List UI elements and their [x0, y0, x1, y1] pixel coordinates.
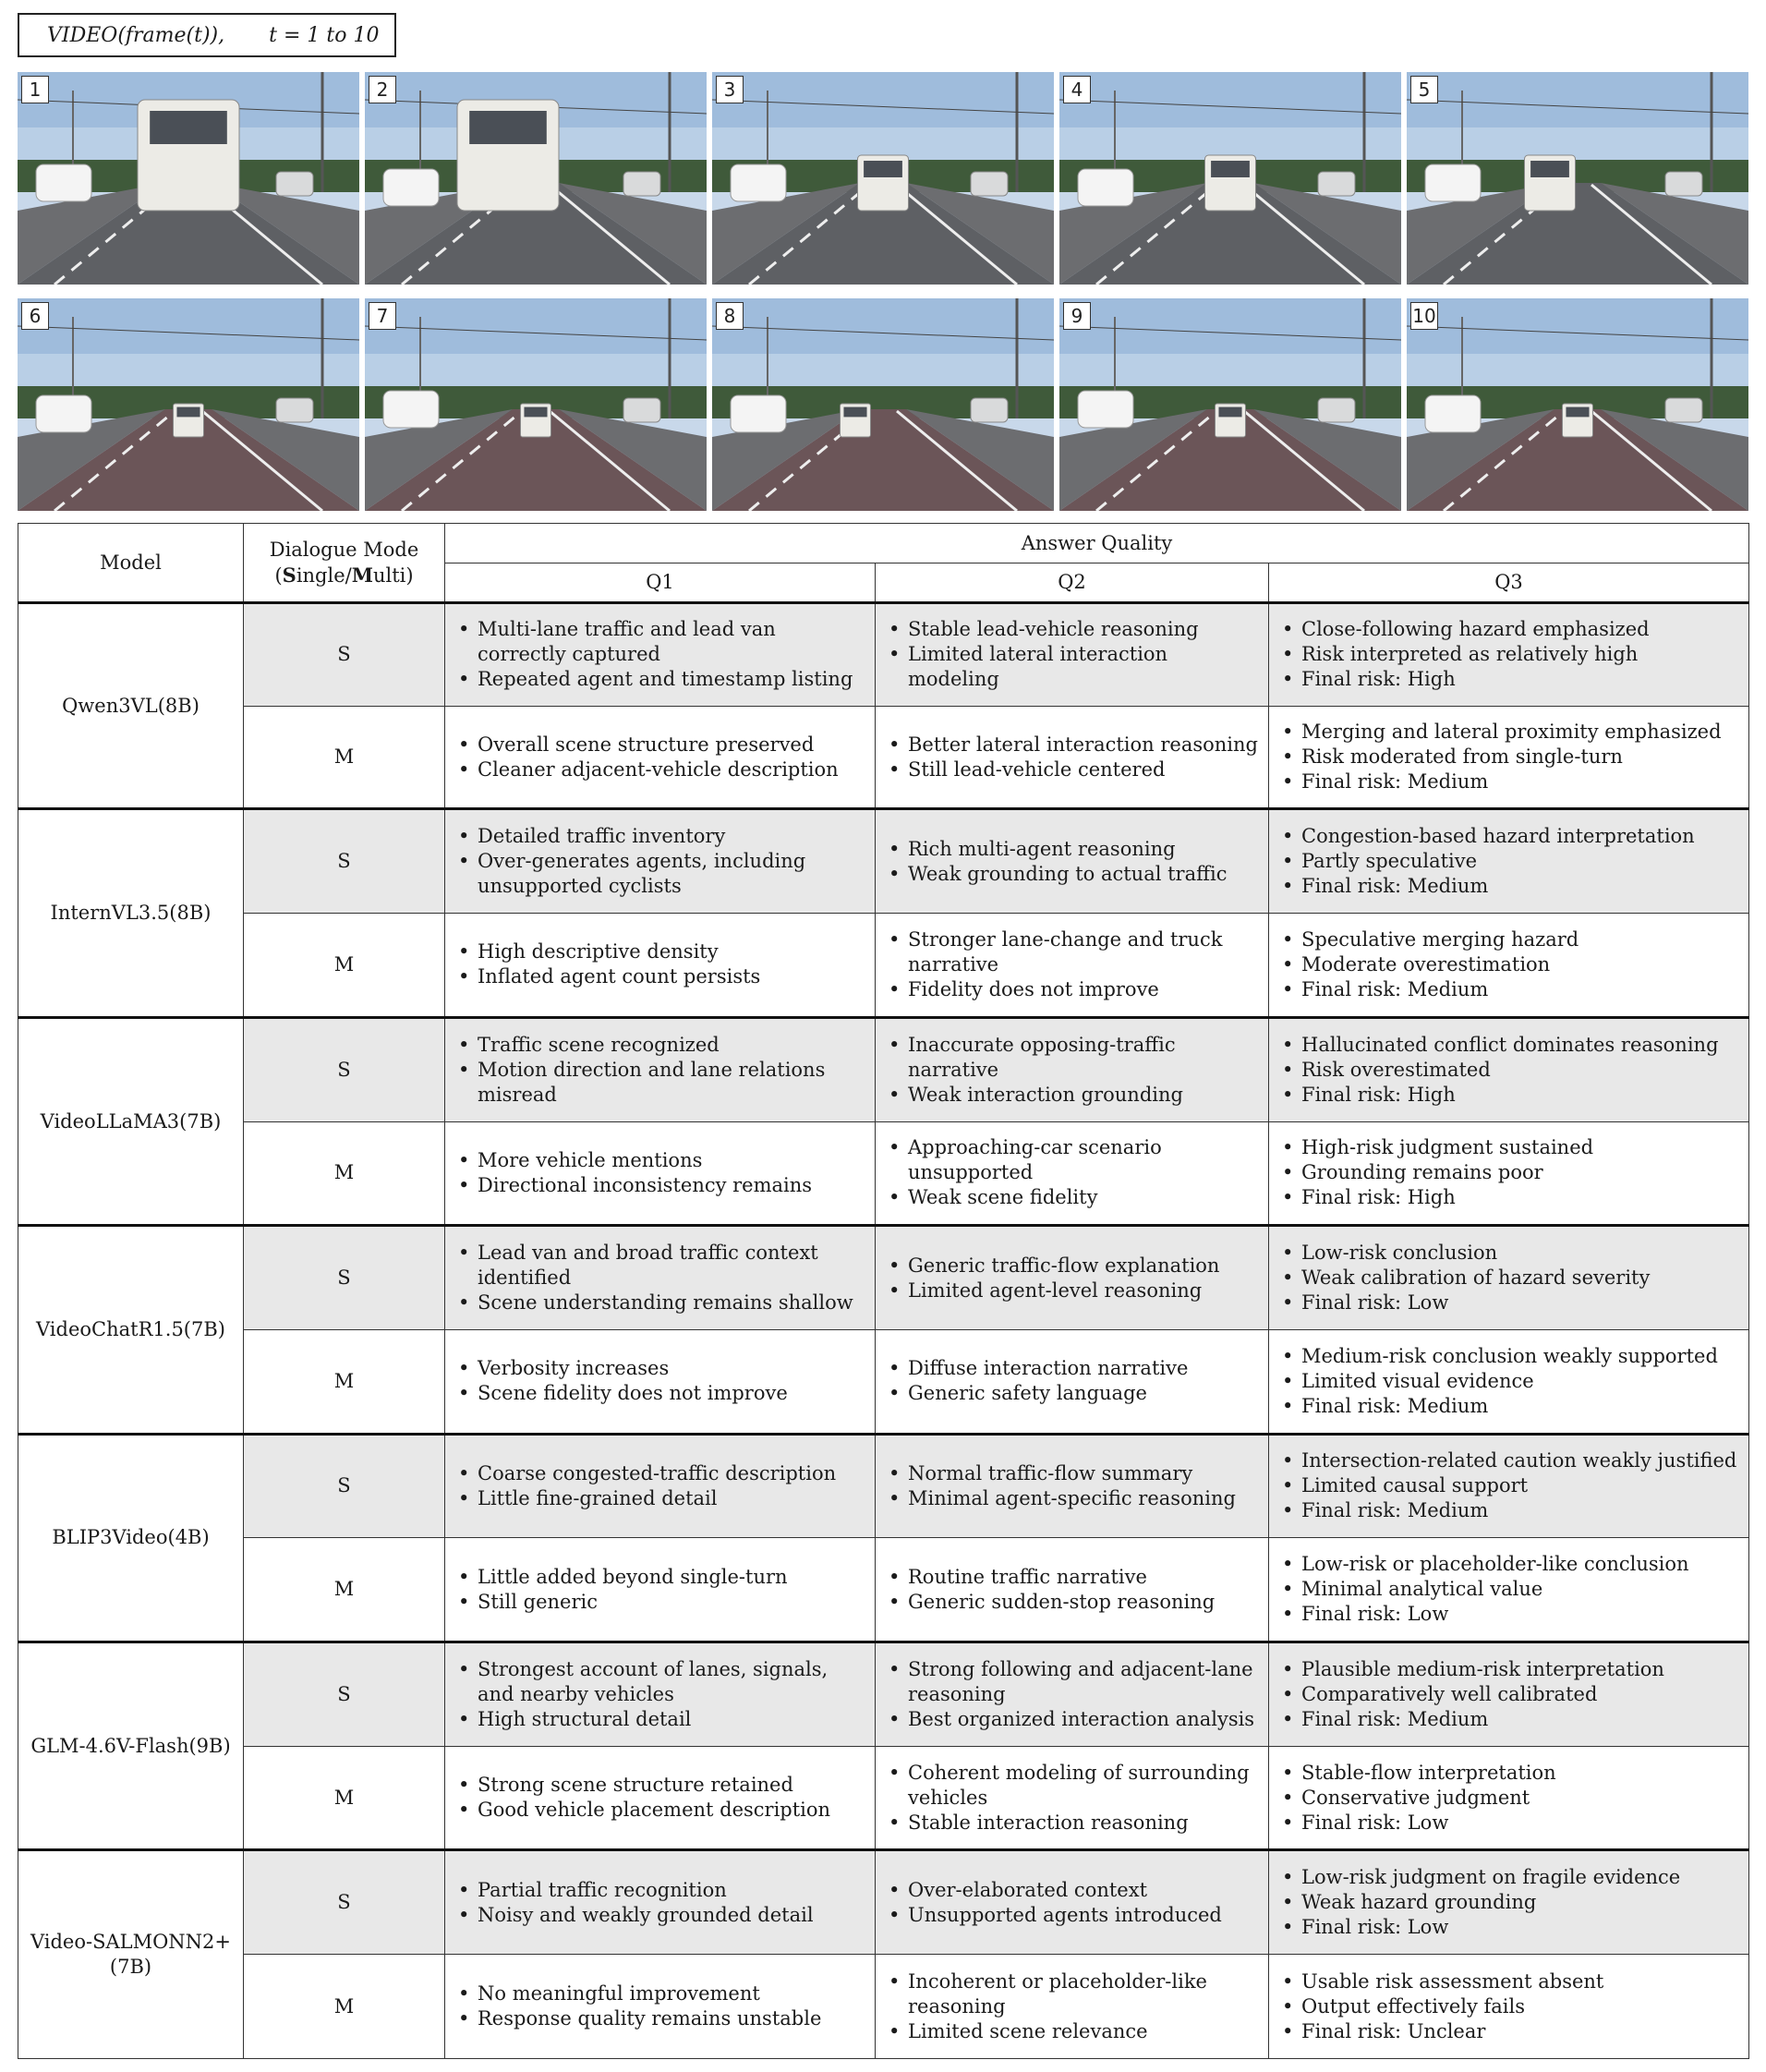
- bullet-list: [454, 1657, 865, 1732]
- q1-cell: [445, 1121, 876, 1226]
- dialogue-mode: M: [244, 1121, 445, 1226]
- bullet-item: • Final risk: High: [1301, 1083, 1739, 1108]
- frame-number: 4: [1063, 76, 1091, 103]
- model-name: GLM-4.6V-Flash(9B): [18, 1642, 244, 1850]
- table-row: [18, 1017, 1749, 1121]
- bullet-item: • Conservative judgment: [1301, 1786, 1739, 1811]
- q2-cell: [876, 603, 1269, 707]
- road-scene-image: [712, 298, 1054, 511]
- bullet-item: • Incoherent or placeholder-like reasoning: [908, 1969, 1259, 2019]
- road-scene-image: [18, 72, 359, 285]
- bullet-list: [454, 617, 865, 692]
- bullet-item: • Weak grounding to actual traffic: [908, 862, 1259, 887]
- bullet-item: • Final risk: Medium: [1301, 769, 1739, 794]
- bullet-item: • Generic safety language: [908, 1381, 1259, 1406]
- bullet-item: • Limited scene relevance: [908, 2019, 1259, 2044]
- bullet-item: • Inaccurate opposing-traffic narrative: [908, 1033, 1259, 1083]
- header-q1: Q1: [445, 563, 876, 603]
- bullet-item: • Moderate overestimation: [1301, 952, 1739, 977]
- bullet-item: • Weak calibration of hazard severity: [1301, 1266, 1739, 1290]
- bullet-list: [454, 1565, 865, 1615]
- bullet-list: [885, 1254, 1259, 1303]
- frame-number: 2: [369, 76, 396, 103]
- bullet-item: • Final risk: Medium: [1301, 874, 1739, 899]
- video-frame: [365, 298, 707, 511]
- bullet-item: • Low-risk judgment on fragile evidence: [1301, 1865, 1739, 1890]
- bullet-item: • Low-risk conclusion: [1301, 1241, 1739, 1266]
- table-row: [18, 603, 1749, 707]
- q2-cell: [876, 1121, 1269, 1226]
- bullet-item: • Final risk: Low: [1301, 1602, 1739, 1627]
- q1-cell: [445, 1434, 876, 1538]
- bullet-item: • Repeated agent and timestamp listing: [478, 667, 865, 692]
- road-scene-image: [1407, 298, 1748, 511]
- header-dialogue-mode: [244, 524, 445, 603]
- table-row: [18, 1746, 1749, 1850]
- bullet-item: • Multi-lane traffic and lead van correctly captured: [478, 617, 865, 667]
- q3-cell: [1269, 1329, 1749, 1434]
- road-scene-image: [1059, 72, 1401, 285]
- bullet-item: • Still lead-vehicle centered: [908, 757, 1259, 782]
- bullet-item: • Final risk: Medium: [1301, 977, 1739, 1002]
- bullet-item: • Strong scene structure retained: [478, 1773, 865, 1798]
- bullet-item: • Final risk: Low: [1301, 1915, 1739, 1940]
- video-frame: [712, 72, 1054, 285]
- q3-cell: [1269, 1642, 1749, 1747]
- bullet-item: • High-risk judgment sustained: [1301, 1135, 1739, 1160]
- table-row: [18, 1434, 1749, 1538]
- bullet-item: • Little added beyond single-turn: [478, 1565, 865, 1590]
- dialogue-mode: S: [244, 603, 445, 707]
- bullet-item: • Cleaner adjacent-vehicle description: [478, 757, 865, 782]
- bullet-list: [885, 1969, 1259, 2044]
- road-scene-image: [1059, 298, 1401, 511]
- bullet-item: • Stable lead-vehicle reasoning: [908, 617, 1259, 642]
- bullet-item: • Response quality remains unstable: [478, 2006, 865, 2031]
- bullet-item: • Weak scene fidelity: [908, 1185, 1259, 1210]
- bullet-list: [454, 733, 865, 782]
- bullet-item: • Strongest account of lanes, signals, and nearby vehicles: [478, 1657, 865, 1707]
- time-range: t = 1 to 10: [269, 23, 380, 47]
- bullet-list: [454, 1148, 865, 1198]
- bullet-list: [454, 1241, 865, 1315]
- frame-number: 3: [716, 76, 744, 103]
- bullet-list: [454, 824, 865, 899]
- dialogue-mode: M: [244, 1329, 445, 1434]
- bullet-item: • High structural detail: [478, 1707, 865, 1732]
- bullet-item: • Final risk: Medium: [1301, 1394, 1739, 1419]
- q1-cell: [445, 1746, 876, 1850]
- bullet-item: • Risk moderated from single-turn: [1301, 745, 1739, 769]
- bullet-item: • Close-following hazard emphasized: [1301, 617, 1739, 642]
- q3-cell: [1269, 603, 1749, 707]
- bullet-item: • Limited visual evidence: [1301, 1369, 1739, 1394]
- q2-cell: [876, 706, 1269, 809]
- bullet-list: [1278, 1033, 1739, 1108]
- video-frame: [712, 298, 1054, 511]
- q1-cell: [445, 706, 876, 809]
- bullet-item: • Low-risk or placeholder-like conclusion: [1301, 1552, 1739, 1577]
- bullet-item: • Inflated agent count persists: [478, 964, 865, 989]
- bullet-item: • No meaningful improvement: [478, 1981, 865, 2006]
- bullet-item: • Verbosity increases: [478, 1356, 865, 1381]
- dialogue-mode: M: [244, 1955, 445, 2059]
- bullet-list: [1278, 720, 1739, 794]
- q3-cell: [1269, 1538, 1749, 1642]
- q2-cell: [876, 1434, 1269, 1538]
- dialogue-mode: S: [244, 1017, 445, 1121]
- header-q2: Q2: [876, 563, 1269, 603]
- bullet-list: [885, 1761, 1259, 1836]
- bullet-list: [885, 1461, 1259, 1511]
- bullet-list: [1278, 927, 1739, 1002]
- bullet-item: • Intersection-related caution weakly justified: [1301, 1448, 1739, 1473]
- bullet-item: • Merging and lateral proximity emphasized: [1301, 720, 1739, 745]
- dialogue-mode: S: [244, 809, 445, 914]
- q1-cell: [445, 1017, 876, 1121]
- q3-cell: [1269, 1434, 1749, 1538]
- q1-cell: [445, 1850, 876, 1955]
- road-scene-image: [712, 72, 1054, 285]
- video-frame: [1059, 72, 1401, 285]
- frame-number: 8: [716, 302, 744, 330]
- q1-cell: [445, 1642, 876, 1747]
- bullet-item: • Final risk: High: [1301, 667, 1739, 692]
- dialogue-mode: S: [244, 1850, 445, 1955]
- bullet-list: [454, 1033, 865, 1108]
- bullet-item: • Coarse congested-traffic description: [478, 1461, 865, 1486]
- bullet-item: • Medium-risk conclusion weakly supported: [1301, 1344, 1739, 1369]
- model-name: Video-SALMONN2+(7B): [18, 1850, 244, 2059]
- q1-cell: [445, 914, 876, 1018]
- q3-cell: [1269, 1955, 1749, 2059]
- video-frame: [18, 298, 359, 511]
- video-frame: [18, 72, 359, 285]
- q3-cell: [1269, 914, 1749, 1018]
- bullet-list: [1278, 1552, 1739, 1627]
- bullet-list: [1278, 1448, 1739, 1523]
- bullet-item: • Little fine-grained detail: [478, 1486, 865, 1511]
- q3-cell: [1269, 706, 1749, 809]
- q2-cell: [876, 1226, 1269, 1330]
- q2-cell: [876, 1538, 1269, 1642]
- bullet-item: • Minimal agent-specific reasoning: [908, 1486, 1259, 1511]
- bullet-item: • Unsupported agents introduced: [908, 1903, 1259, 1928]
- bullet-item: • Approaching-car scenario unsupported: [908, 1135, 1259, 1185]
- bullet-list: [454, 1878, 865, 1928]
- dialogue-mode: M: [244, 706, 445, 809]
- bullet-list: [1278, 1241, 1739, 1315]
- bullet-item: • Comparatively well calibrated: [1301, 1682, 1739, 1707]
- q1-cell: [445, 1955, 876, 2059]
- bullet-list: [1278, 824, 1739, 899]
- bullet-item: • Weak hazard grounding: [1301, 1890, 1739, 1915]
- bullet-list: [885, 1878, 1259, 1928]
- model-name: VideoChatR1.5(7B): [18, 1226, 244, 1434]
- bullet-item: • Directional inconsistency remains: [478, 1173, 865, 1198]
- bullet-item: • Routine traffic narrative: [908, 1565, 1259, 1590]
- bullet-item: • Risk interpreted as relatively high: [1301, 642, 1739, 667]
- bullet-item: • Best organized interaction analysis: [908, 1707, 1259, 1732]
- header-mode-line2: (Single/Multi): [274, 563, 414, 587]
- bullet-item: • Final risk: Low: [1301, 1811, 1739, 1836]
- bullet-item: • Stable-flow interpretation: [1301, 1761, 1739, 1786]
- table-row: [18, 1850, 1749, 1955]
- bullet-list: [1278, 1344, 1739, 1419]
- q1-cell: [445, 1329, 876, 1434]
- frame-grid: [18, 72, 1748, 512]
- bullet-list: [885, 927, 1259, 1002]
- q3-cell: [1269, 1121, 1749, 1226]
- bullet-item: • Traffic scene recognized: [478, 1033, 865, 1058]
- video-frame: [1407, 298, 1748, 511]
- bullet-item: • Partial traffic recognition: [478, 1878, 865, 1903]
- bullet-item: • Final risk: Unclear: [1301, 2019, 1739, 2044]
- bullet-list: [885, 733, 1259, 782]
- bullet-item: • Lead van and broad traffic context identified: [478, 1241, 865, 1290]
- header-mode-line1: Dialogue Mode: [269, 538, 419, 561]
- table-row: [18, 706, 1749, 809]
- bullet-item: • Good vehicle placement description: [478, 1798, 865, 1823]
- bullet-list: [1278, 1135, 1739, 1210]
- bullet-list: [454, 1773, 865, 1823]
- bullet-item: • Minimal analytical value: [1301, 1577, 1739, 1602]
- bullet-list: [1278, 1865, 1739, 1940]
- frame-number: 9: [1063, 302, 1091, 330]
- bullet-item: • Stable interaction reasoning: [908, 1811, 1259, 1836]
- dialogue-mode: S: [244, 1226, 445, 1330]
- q2-cell: [876, 1746, 1269, 1850]
- bullet-list: [454, 1981, 865, 2031]
- bullet-item: • Risk overestimated: [1301, 1058, 1739, 1083]
- bullet-list: [885, 617, 1259, 692]
- bullet-item: • Final risk: Low: [1301, 1290, 1739, 1315]
- video-frame: [1059, 298, 1401, 511]
- model-name: VideoLLaMA3(7B): [18, 1017, 244, 1225]
- dialogue-mode: M: [244, 1538, 445, 1642]
- model-name: BLIP3Video(4B): [18, 1434, 244, 1642]
- model-name: Qwen3VL(8B): [18, 603, 244, 809]
- bullet-list: [885, 1135, 1259, 1210]
- frame-number: 10: [1410, 302, 1438, 330]
- bullet-list: [885, 1033, 1259, 1108]
- header-model: Model: [18, 524, 244, 603]
- bullet-item: • Over-elaborated context: [908, 1878, 1259, 1903]
- dialogue-mode: S: [244, 1434, 445, 1538]
- video-formula: VIDEO(frame(t)),: [47, 23, 225, 47]
- bullet-list: [885, 1356, 1259, 1406]
- road-scene-image: [365, 298, 707, 511]
- bullet-item: • Normal traffic-flow summary: [908, 1461, 1259, 1486]
- table-row: [18, 1955, 1749, 2059]
- bullet-item: • Final risk: High: [1301, 1185, 1739, 1210]
- bullet-item: • Generic sudden-stop reasoning: [908, 1590, 1259, 1615]
- bullet-item: • Usable risk assessment absent: [1301, 1969, 1739, 1994]
- bullet-item: • Final risk: Medium: [1301, 1707, 1739, 1732]
- bullet-item: • Scene understanding remains shallow: [478, 1290, 865, 1315]
- q1-cell: [445, 1538, 876, 1642]
- frame-number: 7: [369, 302, 396, 330]
- q3-cell: [1269, 1017, 1749, 1121]
- table-row: [18, 914, 1749, 1018]
- bullet-item: • Output effectively fails: [1301, 1994, 1739, 2019]
- bullet-item: • Coherent modeling of surrounding vehicles: [908, 1761, 1259, 1811]
- q2-cell: [876, 1017, 1269, 1121]
- bullet-item: • Hallucinated conflict dominates reasoning: [1301, 1033, 1739, 1058]
- video-frame: [1407, 72, 1748, 285]
- q1-cell: [445, 603, 876, 707]
- q3-cell: [1269, 1226, 1749, 1330]
- bullet-list: [885, 1565, 1259, 1615]
- bullet-item: • Overall scene structure preserved: [478, 733, 865, 757]
- bullet-item: • Motion direction and lane relations misread: [478, 1058, 865, 1108]
- bullet-item: • Stronger lane-change and truck narrative: [908, 927, 1259, 977]
- bullet-item: • Detailed traffic inventory: [478, 824, 865, 849]
- bullet-item: • Better lateral interaction reasoning: [908, 733, 1259, 757]
- bullet-item: • Still generic: [478, 1590, 865, 1615]
- bullet-item: • High descriptive density: [478, 939, 865, 964]
- bullet-list: [1278, 1969, 1739, 2044]
- bullet-item: • Congestion-based hazard interpretation: [1301, 824, 1739, 849]
- bullet-list: [1278, 617, 1739, 692]
- answer-quality-table: [18, 523, 1749, 2059]
- bullet-list: [1278, 1761, 1739, 1836]
- frame-number: 1: [21, 76, 49, 103]
- dialogue-mode: M: [244, 1746, 445, 1850]
- bullet-item: • Speculative merging hazard: [1301, 927, 1739, 952]
- bullet-item: • Final risk: Medium: [1301, 1498, 1739, 1523]
- bullet-item: • Limited lateral interaction modeling: [908, 642, 1259, 692]
- bullet-item: • Grounding remains poor: [1301, 1160, 1739, 1185]
- bullet-item: • Strong following and adjacent-lane reasoning: [908, 1657, 1259, 1707]
- bullet-item: • Noisy and weakly grounded detail: [478, 1903, 865, 1928]
- bullet-list: [885, 1657, 1259, 1732]
- bullet-item: • Weak interaction grounding: [908, 1083, 1259, 1108]
- video-formula-label: [18, 13, 396, 57]
- q2-cell: [876, 1329, 1269, 1434]
- header-q3: Q3: [1269, 563, 1749, 603]
- table-row: [18, 1642, 1749, 1747]
- bullet-list: [1278, 1657, 1739, 1732]
- bullet-item: • Diffuse interaction narrative: [908, 1356, 1259, 1381]
- q1-cell: [445, 809, 876, 914]
- road-scene-image: [1407, 72, 1748, 285]
- road-scene-image: [365, 72, 707, 285]
- bullet-item: • Fidelity does not improve: [908, 977, 1259, 1002]
- bullet-list: [454, 1356, 865, 1406]
- bullet-item: • Scene fidelity does not improve: [478, 1381, 865, 1406]
- bullet-list: [454, 1461, 865, 1511]
- dialogue-mode: M: [244, 914, 445, 1018]
- table-row: [18, 809, 1749, 914]
- frame-number: 5: [1410, 76, 1438, 103]
- bullet-item: • Limited causal support: [1301, 1473, 1739, 1498]
- header-answer-quality: Answer Quality: [445, 524, 1749, 563]
- bullet-item: • Rich multi-agent reasoning: [908, 837, 1259, 862]
- table-row: [18, 1329, 1749, 1434]
- q3-cell: [1269, 1850, 1749, 1955]
- table-row: [18, 1121, 1749, 1226]
- q2-cell: [876, 1642, 1269, 1747]
- frame-number: 6: [21, 302, 49, 330]
- q3-cell: [1269, 1746, 1749, 1850]
- road-scene-image: [18, 298, 359, 511]
- bullet-item: • Partly speculative: [1301, 849, 1739, 874]
- model-name: InternVL3.5(8B): [18, 809, 244, 1017]
- bullet-item: • Generic traffic-flow explanation: [908, 1254, 1259, 1278]
- table-row: [18, 1226, 1749, 1330]
- bullet-list: [885, 837, 1259, 887]
- bullet-item: • More vehicle mentions: [478, 1148, 865, 1173]
- q2-cell: [876, 809, 1269, 914]
- q2-cell: [876, 1850, 1269, 1955]
- bullet-item: • Plausible medium-risk interpretation: [1301, 1657, 1739, 1682]
- bullet-item: • Over-generates agents, including unsupported cyclists: [478, 849, 865, 899]
- q2-cell: [876, 1955, 1269, 2059]
- bullet-item: • Limited agent-level reasoning: [908, 1278, 1259, 1303]
- table-row: [18, 1538, 1749, 1642]
- bullet-list: [454, 939, 865, 989]
- dialogue-mode: S: [244, 1642, 445, 1747]
- q3-cell: [1269, 809, 1749, 914]
- q1-cell: [445, 1226, 876, 1330]
- q2-cell: [876, 914, 1269, 1018]
- video-frame: [365, 72, 707, 285]
